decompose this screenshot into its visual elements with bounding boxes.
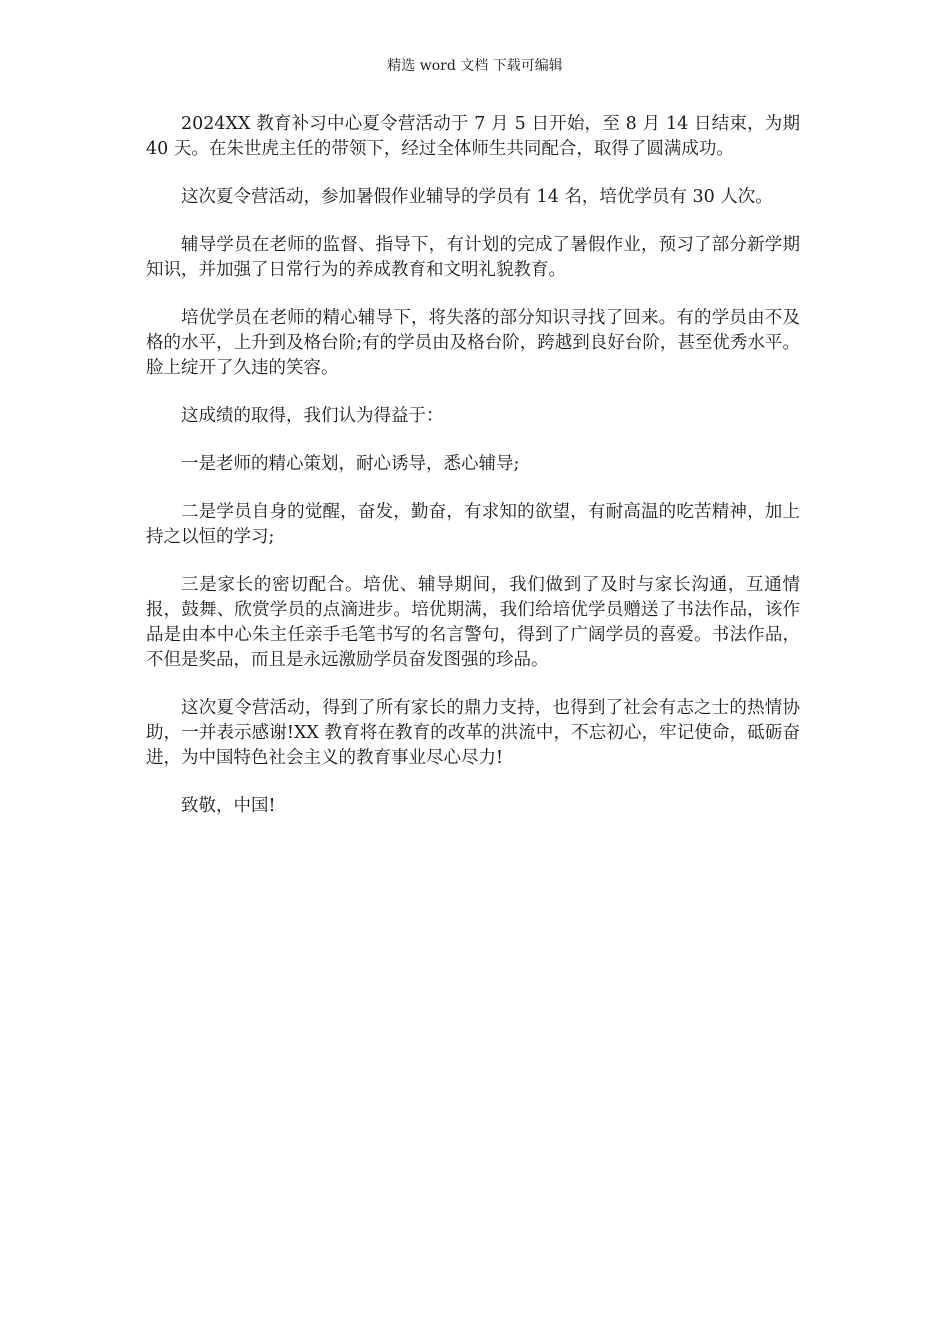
paragraph-participants: 这次夏令营活动，参加暑假作业辅导的学员有 14 名，培优学员有 30 人次。	[181, 187, 773, 207]
paragraph-tutoring: 辅导学员在老师的监督、指导下，有计划的完成了暑假作业，预习了部分新学期知识，并加强了日常行为的养成教育和文明礼貌教育。	[146, 235, 800, 280]
paragraph-thanks: 这次夏令营活动，得到了所有家长的鼎力支持，也得到了社会有志之士的热情协助，一并表示感谢!XX 教育将在教育的改革的洪流中，不忘初心，牢记使命，砥砺奋进，为中国特色社会主义的教育事业尽心尽力!	[146, 698, 800, 768]
paragraph-reason-parents: 三是家长的密切配合。培优、辅导期间，我们做到了及时与家长沟通，互通情报，鼓舞、欣赏学员的点滴进步。培优期满，我们给培优学员赠送了书法作品，该作品是由本中心朱主任亲手毛笔书写的名言警句，得到了广阔学员的喜爱。书法作品，不但是奖品，而且是永远激励学员奋发图强的珍品。	[146, 575, 800, 670]
paragraph-closing: 致敬，中国!	[181, 796, 276, 816]
page-header: 精选 word 文档 下载可编辑	[387, 58, 563, 74]
document-body	[146, 112, 800, 842]
paragraph-reasons-intro: 这成绩的取得，我们认为得益于：	[181, 406, 444, 426]
paragraph-improvement: 培优学员在老师的精心辅导下，将失落的部分知识寻找了回来。有的学员由不及格的水平，上升到及格台阶;有的学员由及格台阶，跨越到良好台阶，甚至优秀水平。脸上绽开了久违的笑容。	[146, 308, 800, 378]
paragraph-intro: 2024XX 教育补习中心夏令营活动于 7 月 5 日开始，至 8 月 14 日结束，为期 40 天。在朱世虎主任的带领下，经过全体师生共同配合，取得了圆满成功。	[146, 114, 800, 159]
paragraph-reason-teachers: 一是老师的精心策划，耐心诱导，悉心辅导;	[181, 454, 520, 474]
paragraph-reason-students: 二是学员自身的觉醒，奋发，勤奋，有求知的欲望，有耐高温的吃苦精神，加上持之以恒的学习;	[146, 502, 800, 547]
